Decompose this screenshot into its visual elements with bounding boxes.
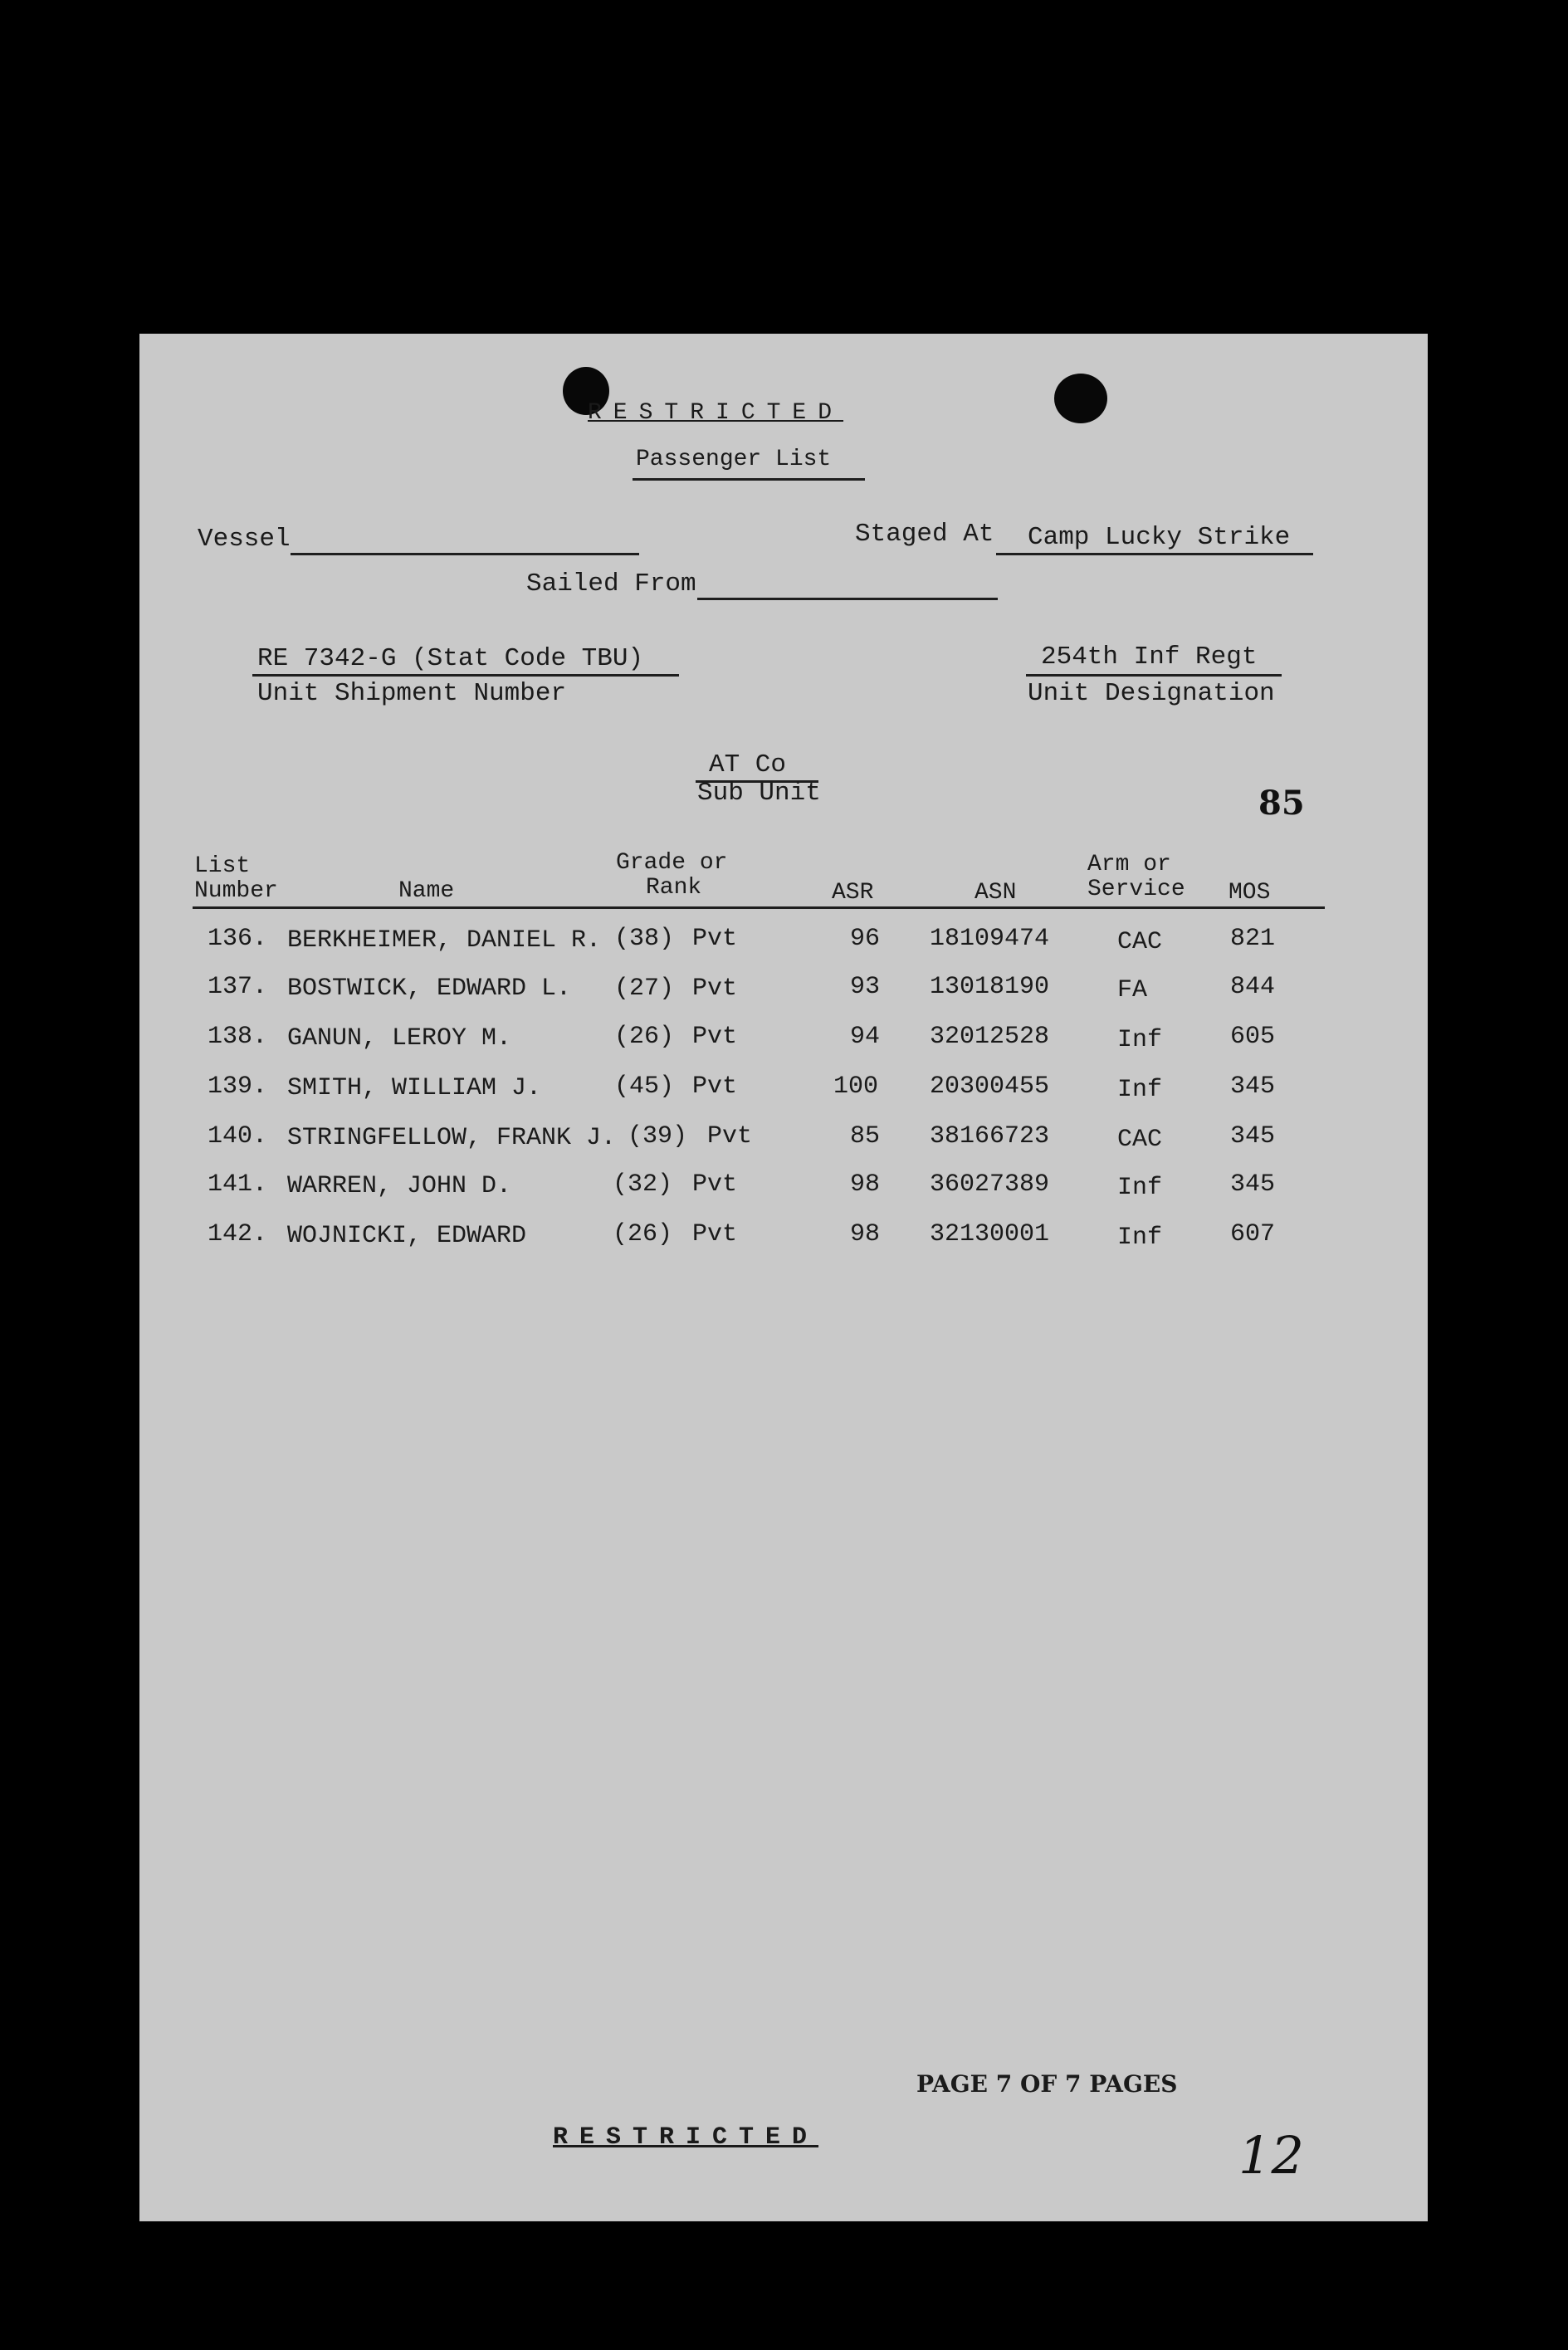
shipment-number-label: Unit Shipment Number: [257, 679, 567, 708]
row-number: 137.: [208, 973, 268, 1001]
row-age: (38): [614, 925, 675, 953]
restricted-heading-top: RESTRICTED: [588, 400, 844, 426]
row-asn: 38166723: [930, 1122, 1050, 1151]
row-asr: 94: [850, 1023, 881, 1051]
row-mos: 844: [1230, 973, 1276, 1001]
row-arm: CAC: [1117, 928, 1163, 956]
sailed-from-field-line: [697, 598, 998, 600]
vessel-label: Vessel: [198, 525, 291, 554]
row-mos: 345: [1230, 1170, 1276, 1199]
staged-label: Staged At: [855, 520, 994, 549]
row-mos: 605: [1230, 1023, 1276, 1051]
row-asr: 85: [850, 1122, 881, 1151]
col-arm-1: Arm or: [1087, 852, 1171, 877]
row-name: BERKHEIMER, DANIEL R.: [287, 926, 602, 955]
staged-value: Camp Lucky Strike: [1028, 523, 1291, 552]
vessel-field-line: [291, 553, 639, 555]
row-rank: Pvt: [692, 1023, 738, 1051]
page-footer: PAGE 7 OF 7 PAGES: [916, 2070, 1178, 2098]
row-age: (32): [613, 1170, 673, 1199]
row-asr: 98: [850, 1220, 881, 1248]
row-asr: 98: [850, 1170, 881, 1199]
row-arm: CAC: [1117, 1126, 1163, 1154]
unit-designation-value: 254th Inf Regt: [1041, 642, 1258, 672]
col-arm-2: Service: [1087, 877, 1185, 902]
row-name: SMITH, WILLIAM J.: [287, 1074, 542, 1102]
row-arm: Inf: [1117, 1076, 1163, 1104]
row-rank: Pvt: [692, 1072, 738, 1101]
row-age: (45): [614, 1072, 675, 1101]
col-mos: MOS: [1229, 880, 1271, 906]
unit-designation-label: Unit Designation: [1028, 679, 1275, 708]
row-number: 136.: [208, 925, 268, 953]
col-asr: ASR: [832, 880, 874, 906]
row-number: 141.: [208, 1170, 268, 1199]
row-number: 138.: [208, 1023, 268, 1051]
col-name: Name: [398, 878, 455, 904]
document-title: Passenger List: [636, 447, 832, 472]
row-asn: 18109474: [930, 925, 1050, 953]
row-mos: 607: [1230, 1220, 1276, 1248]
row-mos: 821: [1230, 925, 1276, 953]
restricted-heading-bottom: RESTRICTED: [553, 2123, 819, 2152]
row-name: WARREN, JOHN D.: [287, 1172, 512, 1200]
row-age: (26): [614, 1023, 675, 1051]
sailed-from-label: Sailed From: [526, 569, 696, 598]
row-arm: FA: [1117, 976, 1148, 1004]
sub-unit-value: AT Co: [709, 750, 787, 779]
row-mos: 345: [1230, 1072, 1276, 1101]
row-name: WOJNICKI, EDWARD: [287, 1222, 527, 1250]
col-list-number-2: Number: [194, 878, 278, 904]
row-rank: Pvt: [692, 1220, 738, 1248]
row-name: GANUN, LEROY M.: [287, 1024, 512, 1053]
handwritten-page-number: 85: [1258, 784, 1305, 823]
row-age: (39): [628, 1122, 688, 1151]
row-asn: 32130001: [930, 1220, 1050, 1248]
row-rank: Pvt: [707, 1122, 753, 1151]
row-rank: Pvt: [692, 975, 738, 1003]
row-number: 140.: [208, 1122, 268, 1151]
row-asr: 96: [850, 925, 881, 953]
row-asr: 100: [833, 1072, 879, 1101]
row-arm: Inf: [1117, 1026, 1163, 1054]
document-page: [139, 334, 1428, 2221]
row-number: 142.: [208, 1220, 268, 1248]
col-grade-2: Rank: [646, 875, 702, 901]
row-asn: 13018190: [930, 973, 1050, 1001]
col-grade-1: Grade or: [616, 850, 728, 876]
row-number: 139.: [208, 1072, 268, 1101]
row-age: (27): [614, 975, 675, 1003]
header-rule: [193, 906, 1325, 909]
row-asn: 32012528: [930, 1023, 1050, 1051]
row-rank: Pvt: [692, 1170, 738, 1199]
punch-hole-right: [1054, 374, 1107, 423]
row-arm: Inf: [1117, 1224, 1163, 1252]
row-mos: 345: [1230, 1122, 1276, 1151]
shipment-number-value: RE 7342-G (Stat Code TBU): [257, 644, 644, 673]
row-name: BOSTWICK, EDWARD L.: [287, 975, 572, 1003]
row-name: STRINGFELLOW, FRANK J.: [287, 1124, 617, 1152]
sub-unit-label: Sub Unit: [697, 779, 821, 808]
row-asn: 36027389: [930, 1170, 1050, 1199]
col-asn: ASN: [975, 880, 1017, 906]
row-asn: 20300455: [930, 1072, 1050, 1101]
handwritten-note: 12: [1238, 2125, 1304, 2186]
row-arm: Inf: [1117, 1174, 1163, 1202]
col-list-number-1: List: [194, 853, 251, 879]
row-rank: Pvt: [692, 925, 738, 953]
row-asr: 93: [850, 973, 881, 1001]
row-age: (26): [613, 1220, 673, 1248]
